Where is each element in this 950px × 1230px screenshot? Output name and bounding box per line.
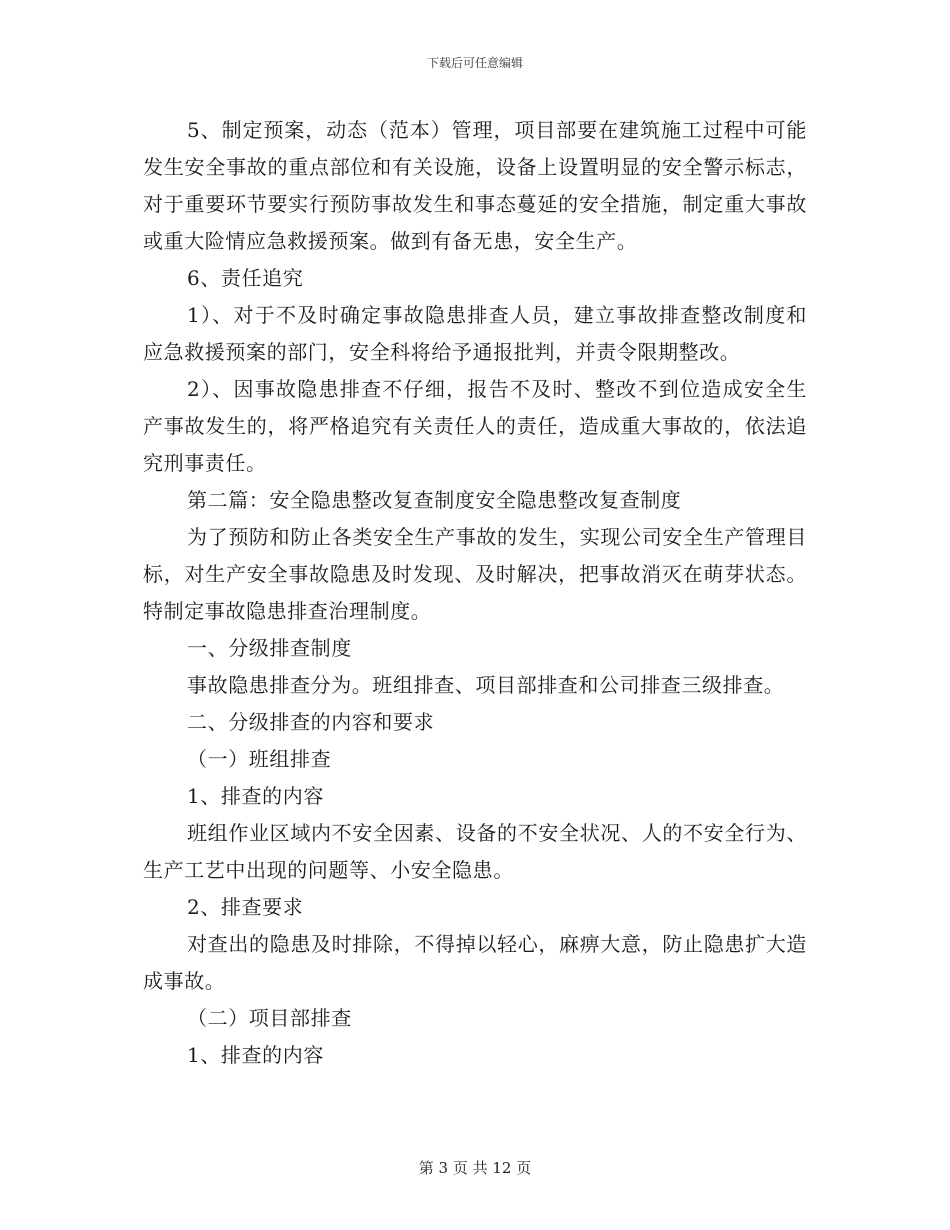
paragraph: 2）、因事故隐患排查不仔细，报告不及时、整改不到位造成安全生产事故发生的，将严格追究有关责任人的责任，造成重大事故的，依法追究刑事责任。 [143, 377, 807, 475]
paragraph: 事故隐患排查分为。班组排查、项目部排查和公司排查三级排查。 [187, 673, 785, 697]
paragraph: （一）班组排查 [187, 747, 332, 771]
section-heading: 第二篇：安全隐患整改复查制度安全隐患整改复查制度 [187, 488, 682, 512]
paragraph: 1、排查的内容 [187, 1043, 324, 1067]
paragraph: 二、分级排查的内容和要求 [187, 710, 435, 734]
paragraph: 班组作业区域内不安全因素、设备的不安全状况、人的不安全行为、生产工艺中出现的问题等、小安全隐患。 [143, 821, 807, 882]
paragraph: （二）项目部排查 [187, 1006, 352, 1030]
paragraph: 1）、对于不及时确定事故隐患排查人员，建立事故排查整改制度和应急救援预案的部门，安全科将给予通报批判，并责令限期整改。 [143, 303, 807, 364]
paragraph: 2、排查要求 [187, 895, 304, 919]
paragraph: 一、分级排查制度 [187, 636, 352, 660]
paragraph: 对查出的隐患及时排除，不得掉以轻心，麻痹大意，防止隐患扩大造成事故。 [143, 932, 807, 993]
document-body [143, 112, 807, 1074]
page-header: 下载后可任意编辑 [426, 56, 523, 70]
paragraph: 1、排查的内容 [187, 784, 324, 808]
paragraph: 6、责任追究 [187, 266, 304, 290]
page-number: 第 3 页 共 12 页 [418, 1159, 532, 1177]
paragraph: 5、制定预案，动态（范本）管理，项目部要在建筑施工过程中可能发生安全事故的重点部位和有关设施，设备上设置明显的安全警示标志，对于重要环节要实行预防事故发生和事态蔓延的安全措施，制定重大事故或重大险情应急救援预案。做到有备无患，安全生产。 [143, 118, 807, 253]
paragraph: 为了预防和防止各类安全生产事故的发生，实现公司安全生产管理目标，对生产安全事故隐患及时发现、及时解决，把事故消灭在萌芽状态。特制定事故隐患排查治理制度。 [143, 525, 807, 623]
